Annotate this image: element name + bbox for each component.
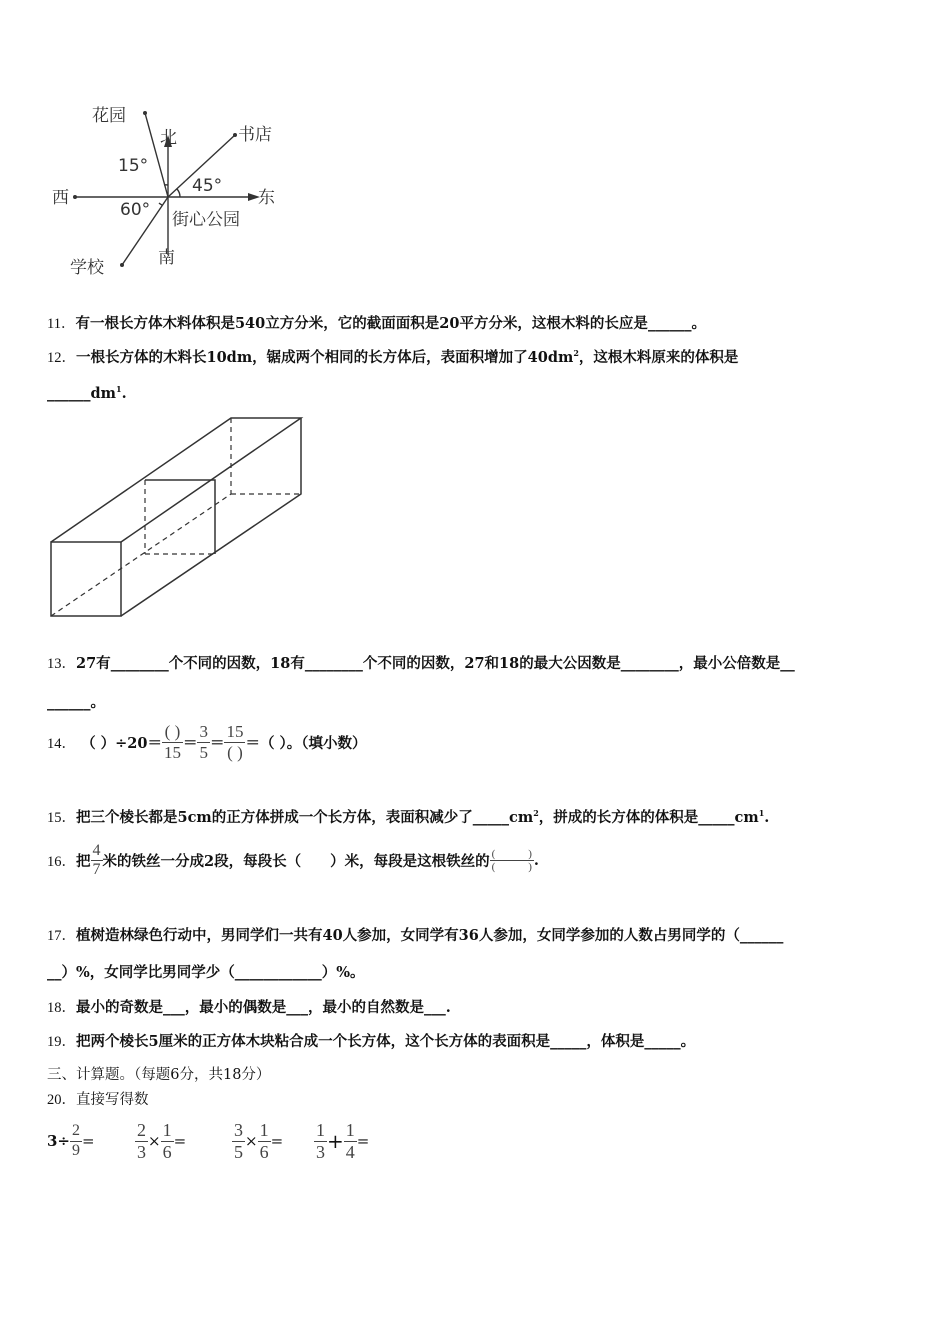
answer-blank[interactable]: ________ (304, 655, 363, 672)
question-16: 16． 把 $\frac{4}{7}$ 米的铁丝一分成2段，每段长（ ）米，每段是这根铁丝的 $\frac{( )}{( )}$ . (47, 842, 539, 879)
label-garden: 花园 (92, 106, 126, 126)
answer-blank[interactable]: _____ (472, 809, 510, 826)
answer-blank[interactable]: __ (780, 655, 795, 672)
calc-item[interactable]: $\frac{2}{3}$ × $\frac{1}{6}$ = (137, 1120, 187, 1162)
answer-blank[interactable]: ______dm (47, 384, 116, 402)
calc-item[interactable]: $\frac{1}{3}$ + $\frac{1}{4}$ = (316, 1120, 370, 1162)
hidden-edge (51, 494, 231, 616)
cut-line (145, 480, 215, 554)
label-angle-60: 60° (120, 200, 151, 220)
cuboid-figure (45, 412, 310, 624)
question-18: 18．最小的奇数是___，最小的偶数是___，最小的自然数是___. (47, 999, 451, 1016)
angle-arc-45 (177, 189, 180, 197)
answer-blank[interactable]: _____ (698, 809, 735, 826)
question-13: 13．27有________个不同的因数，18有________个不同的因数，27和18的最大公因数是________，最小公倍数是__ (47, 655, 795, 672)
angle-arc-60 (159, 203, 162, 205)
label-west: 西 (52, 188, 69, 208)
answer-blank[interactable]: ________ (110, 655, 169, 672)
front-face (51, 542, 121, 616)
calc-row (47, 1120, 404, 1162)
fraction: $\frac{4}{7}$ (92, 842, 101, 879)
label-angle-45: 45° (192, 176, 223, 196)
label-center: 街心公园 (172, 210, 240, 230)
label-bookstore: 书店 (238, 125, 272, 145)
question-15: 15．把三个棱长都是5cm的正方体拼成一个长方体，表面积减少了$\_\_\_\_\_cm^2$，拼成的长方体的体积是$\_\_\_\_\_cm^1$. (47, 808, 770, 826)
side-face (121, 418, 301, 616)
question-20: 20．直接写得数 (47, 1092, 149, 1108)
label-school: 学校 (70, 258, 104, 278)
question-13-line2: ______。 (47, 694, 105, 711)
question-17: 17．植树造林绿色行动中，男同学们一共有40人参加，女同学有36人参加，女同学参加的人数占男同学的（______ (47, 927, 784, 944)
compass-diagram (40, 95, 300, 285)
answer-blank[interactable]: ________ (620, 655, 679, 672)
question-17-line2: __）%，女同学比男同学少（____________）%。 (47, 964, 365, 981)
answer-blank[interactable]: ______ (47, 694, 91, 711)
section-heading: 三、计算题。（每题6分，共18分） (47, 1067, 271, 1083)
fraction[interactable]: $\frac{( )}{( )}$ (491, 847, 532, 874)
label-east: 东 (258, 188, 275, 208)
calc-item[interactable]: 3÷ $\frac{2}{9}$ = (47, 1122, 95, 1159)
answer-blank[interactable]: ______ (647, 315, 692, 332)
question-19: 19．把两个棱长5厘米的正方体木块粘合成一个长方体，这个长方体的表面积是_____，体积是_____。 (47, 1033, 696, 1050)
question-12-line2: $\_\_\_\_\_\_dm^1$. (47, 384, 127, 402)
question-11: 11．有一根长方体木料体积是540立方分米，它的截面面积是20平方分米，这根木料的长应是______。 (47, 315, 706, 332)
fraction: $\frac{3}{5}$ (199, 722, 208, 762)
fraction: $\frac{15}{( )}$ (226, 722, 244, 762)
question-12: 12．一根长方体的木料长10dm，锯成两个相同的长方体后，表面积增加了$40dm^2$，这根木料原来的体积是 (47, 348, 739, 366)
label-south: 南 (158, 248, 175, 268)
label-north: 北 (160, 128, 177, 148)
question-14: 14． （ ）÷20＝ $\frac{( )}{15}$ ＝ $\frac{3}{5}$ ＝ $\frac{15}{( )}$ ＝（ ）。（填小数） (47, 722, 367, 762)
calc-item[interactable]: $\frac{3}{5}$ × $\frac{1}{6}$ = (234, 1120, 284, 1162)
fraction: $\frac{( )}{15}$ (163, 722, 181, 762)
label-angle-15: 15° (118, 156, 149, 176)
